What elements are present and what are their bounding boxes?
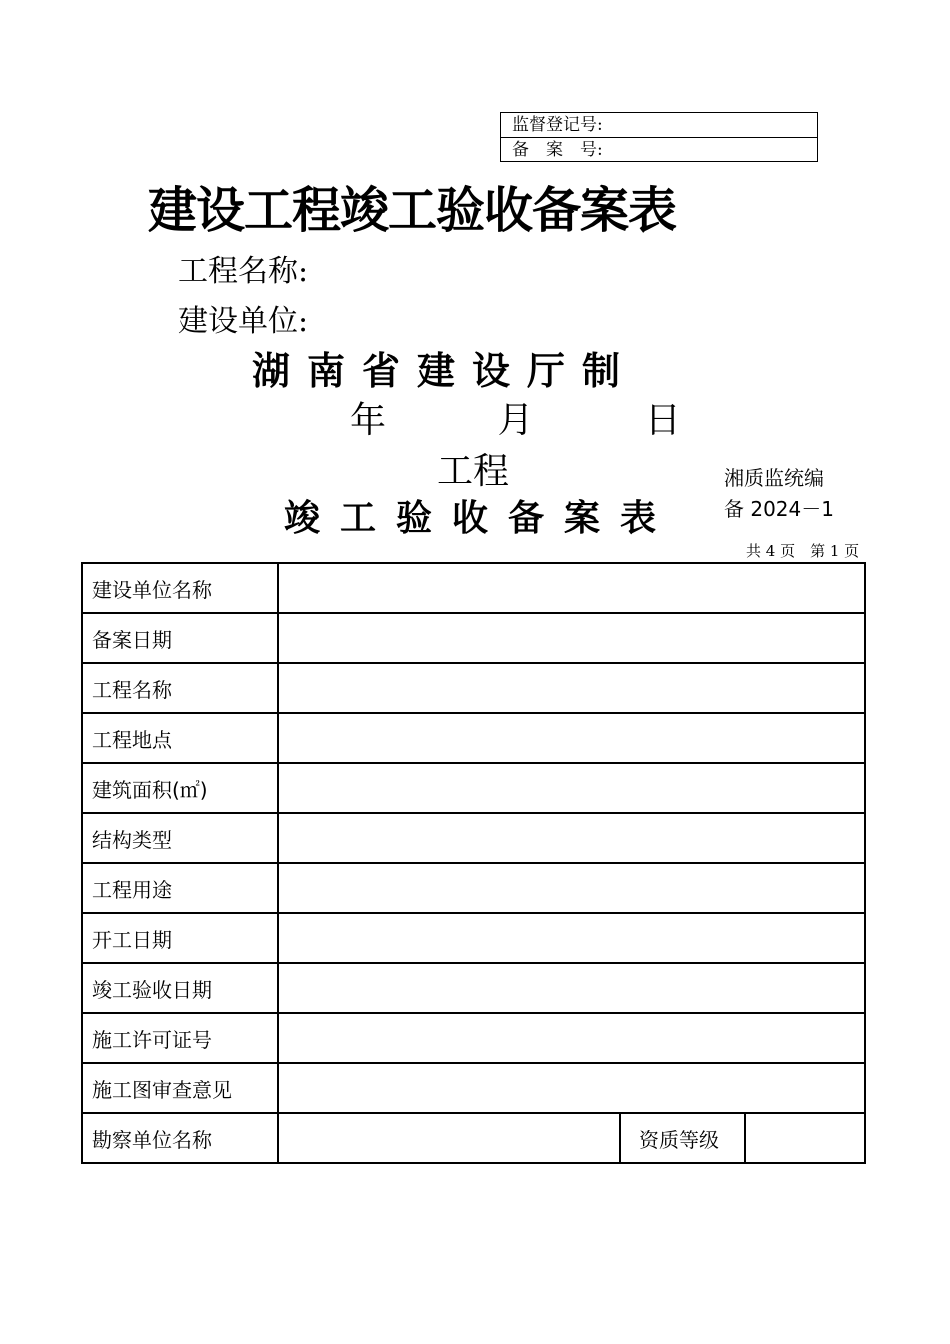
project-word: 工程	[437, 451, 510, 492]
row-label: 结构类型	[82, 813, 278, 863]
filing-number-label: 备 案 号:	[501, 137, 817, 161]
row-label: 开工日期	[82, 913, 278, 963]
row-value-field[interactable]	[278, 963, 865, 1013]
row-value-field[interactable]	[278, 663, 865, 713]
row-value-field[interactable]	[278, 913, 865, 963]
project-name-label: 工程名称:	[178, 254, 309, 289]
row-label: 施工许可证号	[82, 1013, 278, 1063]
row-value-field[interactable]	[278, 563, 865, 613]
issuer: 湖南省建设厅制	[252, 349, 638, 393]
table-row	[82, 1013, 865, 1063]
row-value-field[interactable]	[278, 613, 865, 663]
row-label: 工程名称	[82, 663, 278, 713]
record-number-box	[500, 112, 818, 162]
table-row	[82, 1063, 865, 1113]
row-value-field[interactable]	[278, 1063, 865, 1113]
row-label: 施工图审查意见	[82, 1063, 278, 1113]
construction-unit-label: 建设单位:	[178, 304, 309, 339]
document-title: 建设工程竣工验收备案表	[148, 181, 677, 239]
row-label: 建筑面积(㎡)	[82, 763, 278, 813]
table-row	[82, 763, 865, 813]
form-subtitle: 竣工验收备案表	[284, 498, 677, 539]
row-label: 备案日期	[82, 613, 278, 663]
row-label: 工程用途	[82, 863, 278, 913]
form-code-line1: 湘质监统编	[724, 466, 824, 490]
table-row	[82, 1113, 865, 1163]
table-row	[82, 963, 865, 1013]
row-value-field[interactable]	[278, 763, 865, 813]
filing-form-table	[81, 562, 866, 1164]
date-line: 年 月 日	[350, 400, 731, 441]
row-value-field[interactable]	[278, 713, 865, 763]
qualification-grade-label: 资质等级	[620, 1113, 745, 1163]
table-row	[82, 663, 865, 713]
table-row	[82, 613, 865, 663]
row-label: 工程地点	[82, 713, 278, 763]
table-row	[82, 913, 865, 963]
table-row	[82, 713, 865, 763]
survey-unit-value-field[interactable]	[278, 1113, 620, 1163]
qualification-grade-value-field[interactable]	[745, 1113, 865, 1163]
form-code-line2: 备 2024－1	[724, 497, 834, 521]
row-value-field[interactable]	[278, 813, 865, 863]
row-label: 建设单位名称	[82, 563, 278, 613]
row-value-field[interactable]	[278, 1013, 865, 1063]
supervision-registration-label: 监督登记号:	[512, 115, 603, 135]
table-row	[82, 563, 865, 613]
table-row	[82, 813, 865, 863]
survey-unit-label: 勘察单位名称	[82, 1113, 278, 1163]
page-info: 共 4 页 第 1 页	[746, 542, 860, 560]
row-label: 竣工验收日期	[82, 963, 278, 1013]
table-row	[82, 863, 865, 913]
row-value-field[interactable]	[278, 863, 865, 913]
